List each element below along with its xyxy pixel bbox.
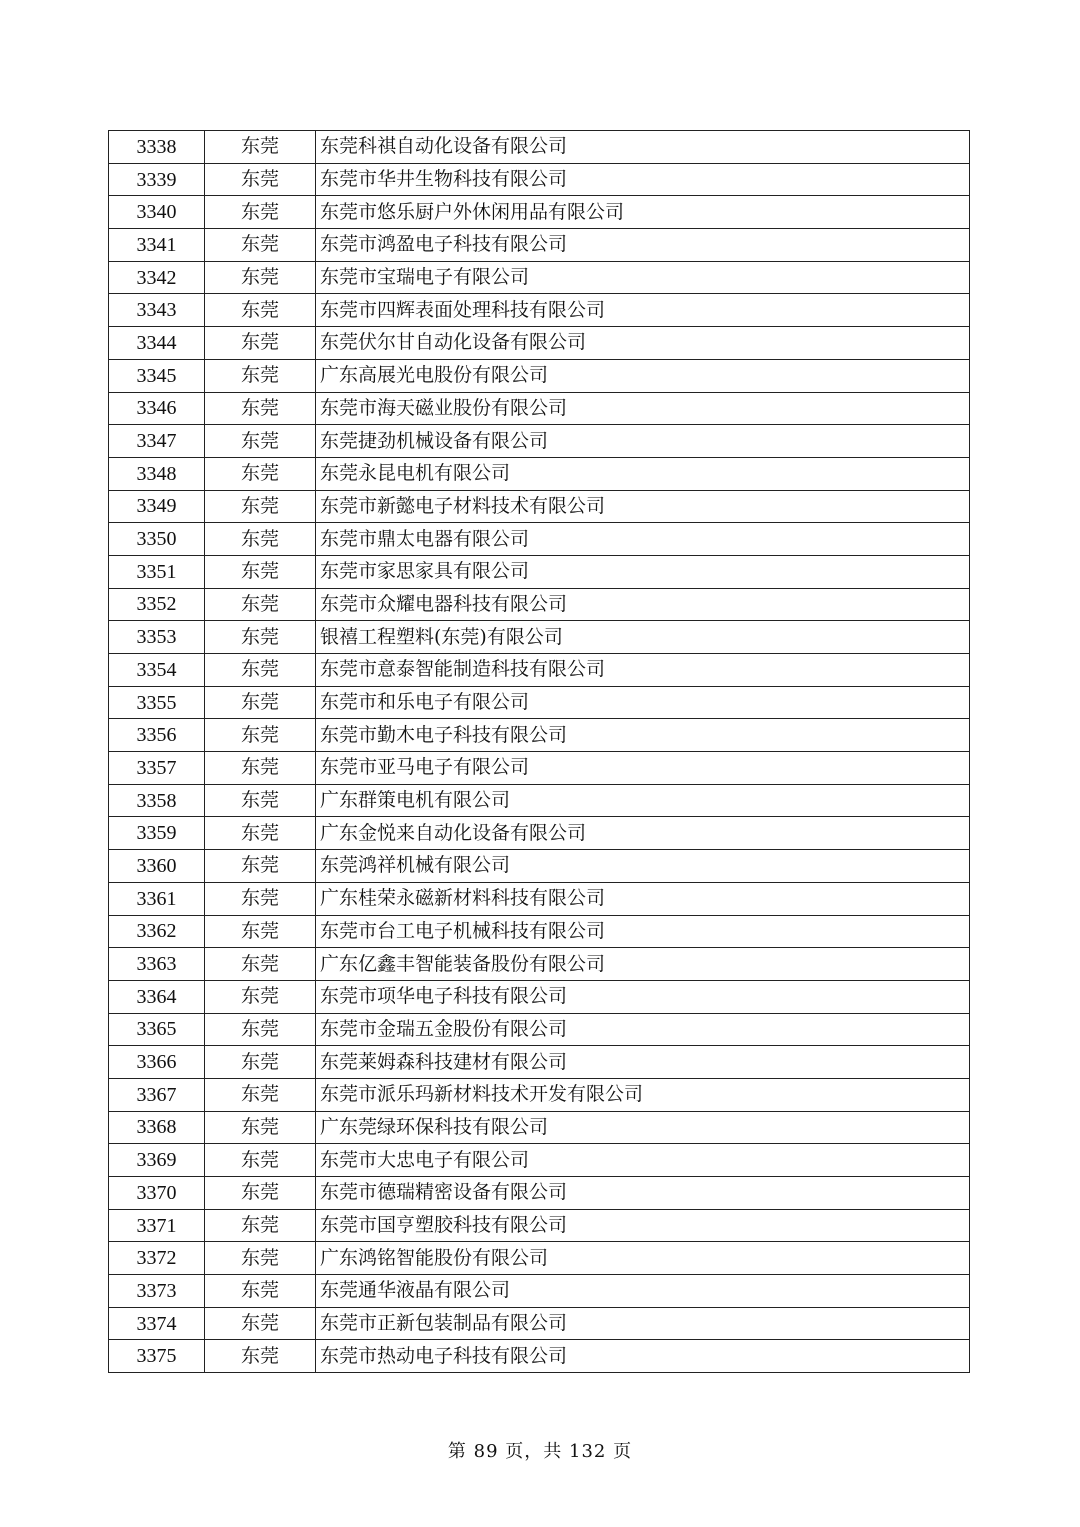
- row-number-cell: 3372: [109, 1242, 205, 1275]
- city-cell: 东莞: [205, 490, 316, 523]
- table-row: [109, 196, 970, 229]
- company-name-cell: 东莞市和乐电子有限公司: [316, 686, 970, 719]
- city-cell: 东莞: [205, 621, 316, 654]
- company-name-cell: 广东亿鑫丰智能装备股份有限公司: [316, 948, 970, 981]
- city-cell: 东莞: [205, 1078, 316, 1111]
- city-cell: 东莞: [205, 980, 316, 1013]
- table-row: [109, 294, 970, 327]
- table-row: [109, 523, 970, 556]
- table-row: [109, 163, 970, 196]
- row-number-cell: 3359: [109, 817, 205, 850]
- row-number-cell: 3363: [109, 948, 205, 981]
- table-row: [109, 1078, 970, 1111]
- company-name-cell: 东莞市四辉表面处理科技有限公司: [316, 294, 970, 327]
- table-row: [109, 784, 970, 817]
- company-name-cell: 东莞科祺自动化设备有限公司: [316, 131, 970, 164]
- city-cell: 东莞: [205, 752, 316, 785]
- city-cell: 东莞: [205, 1046, 316, 1079]
- row-number-cell: 3343: [109, 294, 205, 327]
- city-cell: 东莞: [205, 261, 316, 294]
- row-number-cell: 3373: [109, 1275, 205, 1308]
- company-name-cell: 东莞市意泰智能制造科技有限公司: [316, 654, 970, 687]
- row-number-cell: 3364: [109, 980, 205, 1013]
- company-name-cell: 东莞市勤木电子科技有限公司: [316, 719, 970, 752]
- city-cell: 东莞: [205, 654, 316, 687]
- city-cell: 东莞: [205, 882, 316, 915]
- city-cell: 东莞: [205, 784, 316, 817]
- city-cell: 东莞: [205, 425, 316, 458]
- city-cell: 东莞: [205, 555, 316, 588]
- row-number-cell: 3352: [109, 588, 205, 621]
- page-number-footer: 第 89 页，共 132 页: [447, 1441, 633, 1462]
- table-row: [109, 1013, 970, 1046]
- city-cell: 东莞: [205, 1144, 316, 1177]
- row-number-cell: 3350: [109, 523, 205, 556]
- company-name-cell: 东莞永昆电机有限公司: [316, 457, 970, 490]
- city-cell: 东莞: [205, 457, 316, 490]
- company-name-cell: 东莞市正新包装制品有限公司: [316, 1307, 970, 1340]
- table-row: [109, 1340, 970, 1373]
- table-row: [109, 817, 970, 850]
- city-cell: 东莞: [205, 588, 316, 621]
- row-number-cell: 3360: [109, 850, 205, 883]
- company-name-cell: 东莞市鸿盈电子科技有限公司: [316, 229, 970, 262]
- row-number-cell: 3375: [109, 1340, 205, 1373]
- company-name-cell: 东莞市亚马电子有限公司: [316, 752, 970, 785]
- city-cell: 东莞: [205, 948, 316, 981]
- city-cell: 东莞: [205, 1177, 316, 1210]
- row-number-cell: 3370: [109, 1177, 205, 1210]
- table-row: [109, 882, 970, 915]
- row-number-cell: 3369: [109, 1144, 205, 1177]
- row-number-cell: 3348: [109, 457, 205, 490]
- table-row: [109, 131, 970, 164]
- company-name-cell: 广东高展光电股份有限公司: [316, 359, 970, 392]
- table-row: [109, 1177, 970, 1210]
- table-row: [109, 392, 970, 425]
- table-row: [109, 1111, 970, 1144]
- table-row: [109, 1242, 970, 1275]
- table-row: [109, 980, 970, 1013]
- row-number-cell: 3342: [109, 261, 205, 294]
- company-name-cell: 东莞伏尔甘自动化设备有限公司: [316, 327, 970, 360]
- row-number-cell: 3347: [109, 425, 205, 458]
- row-number-cell: 3354: [109, 654, 205, 687]
- row-number-cell: 3345: [109, 359, 205, 392]
- city-cell: 东莞: [205, 1275, 316, 1308]
- row-number-cell: 3339: [109, 163, 205, 196]
- company-name-cell: 东莞鸿祥机械有限公司: [316, 850, 970, 883]
- city-cell: 东莞: [205, 817, 316, 850]
- city-cell: 东莞: [205, 686, 316, 719]
- company-name-cell: 东莞市热动电子科技有限公司: [316, 1340, 970, 1373]
- row-number-cell: 3365: [109, 1013, 205, 1046]
- company-list-table: [108, 130, 970, 1373]
- row-number-cell: 3371: [109, 1209, 205, 1242]
- table-row: [109, 1144, 970, 1177]
- table-row: [109, 1275, 970, 1308]
- table-row: [109, 654, 970, 687]
- table-row: [109, 1307, 970, 1340]
- company-name-cell: 广东鸿铭智能股份有限公司: [316, 1242, 970, 1275]
- city-cell: 东莞: [205, 719, 316, 752]
- table-row: [109, 621, 970, 654]
- company-name-cell: 广东群策电机有限公司: [316, 784, 970, 817]
- city-cell: 东莞: [205, 131, 316, 164]
- city-cell: 东莞: [205, 1209, 316, 1242]
- table-row: [109, 490, 970, 523]
- city-cell: 东莞: [205, 359, 316, 392]
- company-name-cell: 广东桂荣永磁新材料科技有限公司: [316, 882, 970, 915]
- table-row: [109, 555, 970, 588]
- table-row: [109, 229, 970, 262]
- table-row: [109, 359, 970, 392]
- row-number-cell: 3353: [109, 621, 205, 654]
- row-number-cell: 3356: [109, 719, 205, 752]
- company-name-cell: 东莞市华井生物科技有限公司: [316, 163, 970, 196]
- row-number-cell: 3349: [109, 490, 205, 523]
- company-name-cell: 东莞市悠乐厨户外休闲用品有限公司: [316, 196, 970, 229]
- row-number-cell: 3346: [109, 392, 205, 425]
- company-name-cell: 东莞通华液晶有限公司: [316, 1275, 970, 1308]
- company-name-cell: 银禧工程塑料(东莞)有限公司: [316, 621, 970, 654]
- row-number-cell: 3355: [109, 686, 205, 719]
- table-row: [109, 1209, 970, 1242]
- company-name-cell: 东莞捷劲机械设备有限公司: [316, 425, 970, 458]
- table-row: [109, 588, 970, 621]
- company-name-cell: 东莞市国亨塑胶科技有限公司: [316, 1209, 970, 1242]
- company-name-cell: 东莞市鼎太电器有限公司: [316, 523, 970, 556]
- city-cell: 东莞: [205, 915, 316, 948]
- company-name-cell: 东莞市新懿电子材料技术有限公司: [316, 490, 970, 523]
- row-number-cell: 3368: [109, 1111, 205, 1144]
- row-number-cell: 3344: [109, 327, 205, 360]
- company-name-cell: 广东莞绿环保科技有限公司: [316, 1111, 970, 1144]
- table-row: [109, 686, 970, 719]
- table-row: [109, 850, 970, 883]
- company-name-cell: 东莞市派乐玛新材料技术开发有限公司: [316, 1078, 970, 1111]
- row-number-cell: 3367: [109, 1078, 205, 1111]
- row-number-cell: 3374: [109, 1307, 205, 1340]
- company-name-cell: 东莞市众耀电器科技有限公司: [316, 588, 970, 621]
- city-cell: 东莞: [205, 327, 316, 360]
- table-row: [109, 752, 970, 785]
- row-number-cell: 3351: [109, 555, 205, 588]
- city-cell: 东莞: [205, 850, 316, 883]
- company-name-cell: 东莞市金瑞五金股份有限公司: [316, 1013, 970, 1046]
- city-cell: 东莞: [205, 523, 316, 556]
- company-list-body: [109, 131, 970, 1373]
- city-cell: 东莞: [205, 196, 316, 229]
- row-number-cell: 3357: [109, 752, 205, 785]
- city-cell: 东莞: [205, 1307, 316, 1340]
- company-name-cell: 东莞市大忠电子有限公司: [316, 1144, 970, 1177]
- table-row: [109, 457, 970, 490]
- row-number-cell: 3341: [109, 229, 205, 262]
- company-name-cell: 广东金悦来自动化设备有限公司: [316, 817, 970, 850]
- company-name-cell: 东莞市家思家具有限公司: [316, 555, 970, 588]
- company-name-cell: 东莞市德瑞精密设备有限公司: [316, 1177, 970, 1210]
- city-cell: 东莞: [205, 1340, 316, 1373]
- company-name-cell: 东莞莱姆森科技建材有限公司: [316, 1046, 970, 1079]
- table-row: [109, 261, 970, 294]
- row-number-cell: 3361: [109, 882, 205, 915]
- table-row: [109, 915, 970, 948]
- row-number-cell: 3338: [109, 131, 205, 164]
- table-row: [109, 948, 970, 981]
- company-name-cell: 东莞市海天磁业股份有限公司: [316, 392, 970, 425]
- company-name-cell: 东莞市台工电子机械科技有限公司: [316, 915, 970, 948]
- company-name-cell: 东莞市项华电子科技有限公司: [316, 980, 970, 1013]
- city-cell: 东莞: [205, 392, 316, 425]
- row-number-cell: 3340: [109, 196, 205, 229]
- city-cell: 东莞: [205, 229, 316, 262]
- city-cell: 东莞: [205, 294, 316, 327]
- company-name-cell: 东莞市宝瑞电子有限公司: [316, 261, 970, 294]
- city-cell: 东莞: [205, 163, 316, 196]
- table-row: [109, 1046, 970, 1079]
- row-number-cell: 3362: [109, 915, 205, 948]
- table-row: [109, 719, 970, 752]
- table-row: [109, 425, 970, 458]
- row-number-cell: 3366: [109, 1046, 205, 1079]
- city-cell: 东莞: [205, 1242, 316, 1275]
- city-cell: 东莞: [205, 1111, 316, 1144]
- table-row: [109, 327, 970, 360]
- city-cell: 东莞: [205, 1013, 316, 1046]
- row-number-cell: 3358: [109, 784, 205, 817]
